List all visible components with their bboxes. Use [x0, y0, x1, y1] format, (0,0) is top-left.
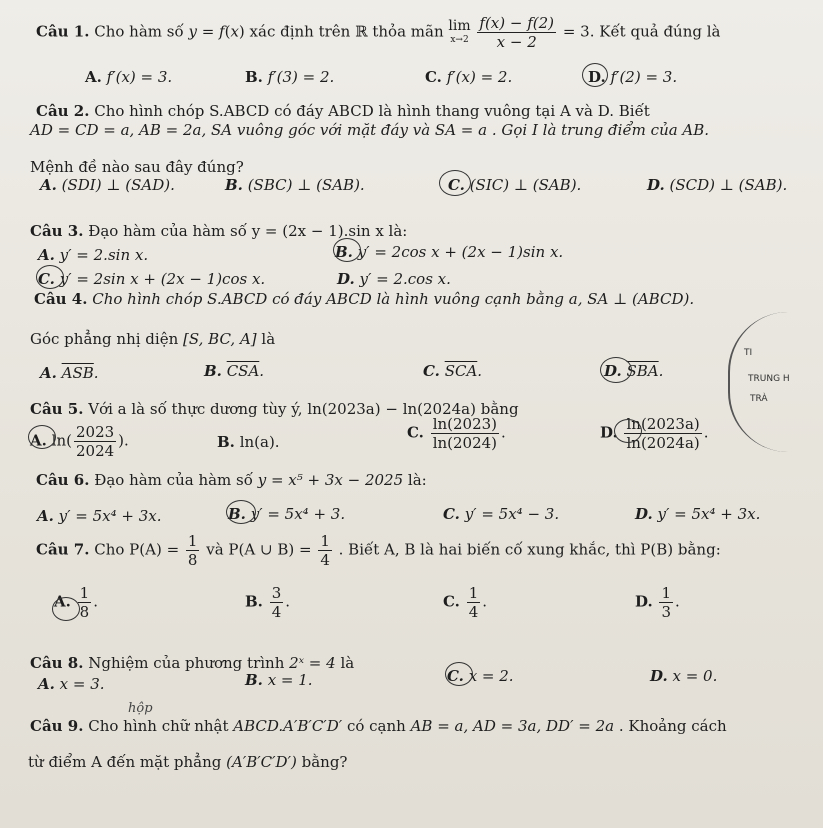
q3-stem: Câu 3. Đạo hàm của hàm số y = (2x − 1).sin x là: — [30, 222, 408, 240]
q3-option-d[interactable]: D. y′ = 2.cos x. — [337, 270, 451, 288]
q1-option-d[interactable]: D. f′(2) = 3. — [588, 68, 678, 86]
q8-option-d[interactable]: D. x = 0. — [650, 667, 718, 685]
q2-line-3: Mệnh đề nào sau đây đúng? — [30, 158, 244, 176]
q7-answer-circle — [52, 597, 80, 621]
q7-option-c[interactable]: C. $\frac{1}{4}$ . — [443, 584, 488, 621]
q1-fraction: $\frac{f(x) - f(2)}{x - 2}$ — [479, 14, 555, 51]
q2-answer-circle — [439, 170, 471, 196]
q6-option-a[interactable]: A. y′ = 5x⁴ + 3x. — [37, 507, 162, 525]
q2-option-d[interactable]: D. (SCD) ⊥ (SAB). — [647, 176, 788, 194]
publisher-stamp: TI TRUNG H TRÀ — [728, 312, 823, 452]
q4-option-d[interactable]: D. $\overline{SBA}$. — [604, 362, 664, 380]
q6-option-c[interactable]: C. y′ = 5x⁴ − 3. — [443, 505, 560, 523]
q5-option-d[interactable]: D. $\frac{\ln(2023a)}{\ln(2024a)}$ . — [600, 415, 709, 452]
q8-option-b[interactable]: B. x = 1. — [245, 671, 313, 689]
q6-option-b[interactable]: B. y′ = 5x⁴ + 3. — [228, 505, 346, 523]
q1-answer-circle — [582, 63, 608, 87]
q2-line-2: AD = CD = a, AB = 2a, SA vuông góc với mặt đáy và SA = a . Gọi I là trung điểm của AB. — [30, 121, 710, 139]
q7-option-d[interactable]: D. $\frac{1}{3}$ . — [635, 584, 680, 621]
q3-option-a[interactable]: A. y′ = 2.sin x. — [38, 246, 149, 264]
q1-option-a[interactable]: A. f′(x) = 3. — [85, 68, 173, 86]
q4-option-c[interactable]: C. $\overline{SCA}$. — [423, 362, 483, 380]
q2-option-c[interactable]: C. (SIC) ⊥ (SAB). — [448, 176, 582, 194]
q8-stem: Câu 8. Nghiệm của phương trình 2ˣ = 4 là — [30, 654, 355, 672]
q8-option-c[interactable]: C. x = 2. — [447, 667, 514, 685]
q5-answer-circle — [28, 425, 56, 449]
handwritten-note: hộp — [128, 701, 153, 716]
q7-option-b[interactable]: B. $\frac{3}{4}$ . — [245, 584, 291, 621]
q3-option-b[interactable]: B. y′ = 2cos x + (2x − 1)sin x. — [335, 243, 564, 261]
q7-stem: Câu 7. Cho P(A) = $\frac{1}{8}$ và P(A ∪ B) = $\frac{1}{4}$ . Biết A, B là hai biến cố xung khắc, thì P(B) bằng: — [36, 532, 721, 569]
q3-answer-circle-2 — [36, 265, 64, 289]
q4-option-b[interactable]: B. $\overline{CSA}$. — [204, 362, 265, 380]
q9-line-1: Câu 9. Cho hình chữ nhật ABCD.A′B′C′D′ có cạnh AB = a, AD = 3a, DD′ = 2a . Khoảng cách — [30, 717, 727, 735]
q7-option-a[interactable]: A. $\frac{1}{8}$ . — [54, 584, 98, 621]
q9-line-2: từ điểm A đến mặt phẳng (A′B′C′D′) bằng? — [28, 753, 348, 771]
q6-stem: Câu 6. Đạo hàm của hàm số y = x⁵ + 3x − 2025 là: — [36, 471, 427, 489]
q1-option-b[interactable]: B. f′(3) = 2. — [245, 68, 335, 86]
q4-option-a[interactable]: A. $\overline{ASB}$. — [40, 364, 99, 382]
q1-stem: Câu 1. Cho hàm số y = f(x) xác định trên ℝ thỏa mãn lim x→2 $\frac{f(x) - f(2)}{x - 2}$ = 3. Kết quả đúng là — [36, 14, 721, 51]
q1-option-c[interactable]: C. f′(x) = 2. — [425, 68, 513, 86]
q5-option-b[interactable]: B. ln(a). — [217, 433, 280, 451]
q4-line-1: Câu 4. Cho hình chóp S.ABCD có đáy ABCD là hình vuông cạnh bằng a, SA ⊥ (ABCD). — [34, 290, 695, 308]
q6-option-d[interactable]: D. y′ = 5x⁴ + 3x. — [635, 505, 761, 523]
q4-line-2: Góc phẳng nhị diện [S, BC, A] là — [30, 330, 276, 348]
q2-option-b[interactable]: B. (SBC) ⊥ (SAB). — [225, 176, 365, 194]
q5-stem: Câu 5. Với a là số thực dương tùy ý, ln(2023a) − ln(2024a) bằng — [30, 400, 519, 418]
q8-option-a[interactable]: A. x = 3. — [38, 675, 105, 693]
q3-option-c[interactable]: C. y′ = 2sin x + (2x − 1)cos x. — [38, 270, 266, 288]
q6-answer-circle — [226, 500, 256, 524]
q5-answer-circle-2 — [614, 419, 642, 443]
q4-answer-circle — [600, 357, 632, 383]
q5-option-c[interactable]: C. $\frac{\ln(2023)}{\ln(2024)}$ . — [407, 415, 506, 452]
q2-option-a[interactable]: A. (SDI) ⊥ (SAD). — [40, 176, 175, 194]
q5-option-a[interactable]: A. ln( $\frac{2023}{2024}$ ). — [30, 423, 129, 460]
q1-limit: lim x→2 — [448, 17, 471, 45]
q2-line-1: Câu 2. Cho hình chóp S.ABCD có đáy ABCD là hình thang vuông tại A và D. Biết — [36, 102, 650, 120]
q8-answer-circle — [445, 662, 473, 686]
q3-answer-circle — [333, 238, 361, 262]
